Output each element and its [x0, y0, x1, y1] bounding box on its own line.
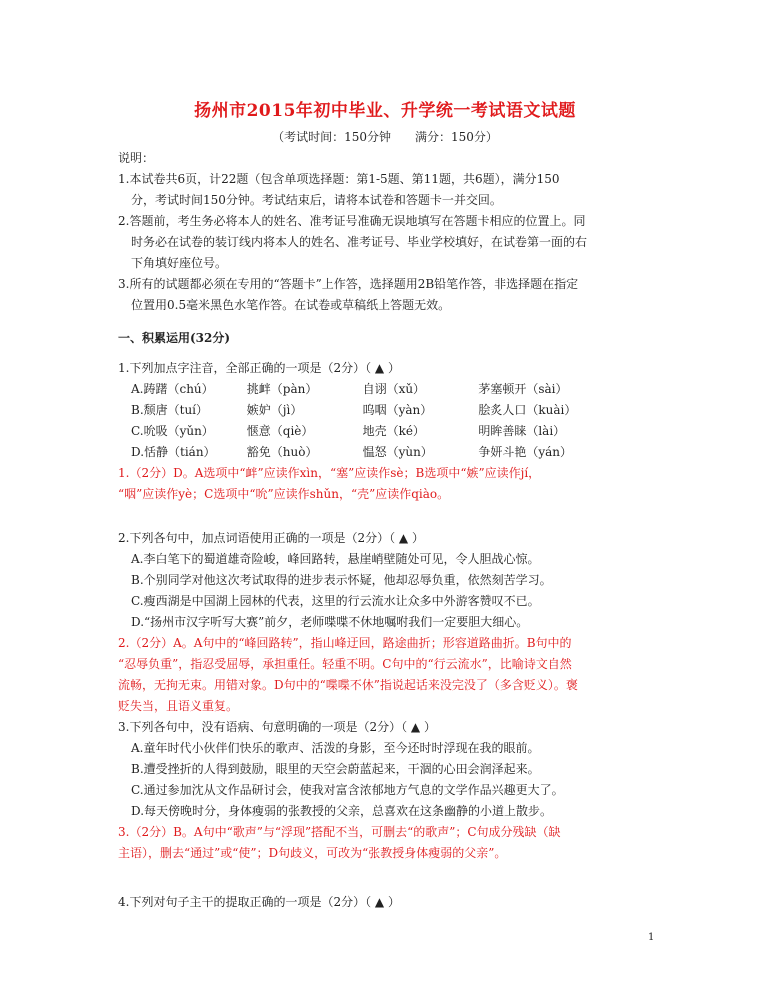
answer-line: “咽”应读作yè；C选项中“吮”应读作shǔn，“壳”应读作qiào。 — [118, 487, 450, 501]
option-line: A.李白笔下的蜀道雄奇险峻，峰回路转，悬崖峭壁随处可见，令人胆战心惊。 — [131, 552, 540, 566]
question-4 — [118, 892, 658, 913]
option-line: B.个别同学对他这次考试取得的进步表示怀疑，他却忍辱负重，依然刻苦学习。 — [131, 573, 552, 587]
option-cell: 惬意（qiè） — [246, 424, 314, 438]
instructions — [118, 148, 658, 316]
question-stem: 3.下列各句中，没有语病、句意明确的一项是（2分）（ ▲ ） — [118, 720, 436, 734]
option-line: C.瘦西湖是中国湖上园林的代表，这里的行云流水让众多中外游客赞叹不已。 — [131, 594, 540, 608]
answer-line: 主语），删去“通过”或“使”；D句歧义，可改为“张教授身体瘦弱的父亲”。 — [118, 846, 507, 860]
option-line: A.童年时代小伙伴们快乐的歌声、活泼的身影，至今还时时浮现在我的眼前。 — [131, 741, 540, 755]
option-cell: 地壳（ké） — [362, 424, 425, 438]
exam-info: （考试时间：150分钟 满分：150分） — [272, 130, 498, 144]
page-title: 扬州市2015年初中毕业、升学统一考试语文试题 — [194, 101, 576, 121]
option-cell: B.颓唐（tuí） — [131, 403, 209, 417]
option-row — [118, 400, 658, 421]
option-cell: 争妍斗艳（yán） — [478, 445, 573, 459]
option-line: B.遭受挫折的人得到鼓励，眼里的天空会蔚蓝起来，干涸的心田会润泽起来。 — [131, 762, 540, 776]
instruction-line: 2.答题前，考生务必将本人的姓名、准考证号准确无误地填写在答题卡相应的位置上。同 — [118, 214, 586, 228]
question-3 — [118, 717, 658, 864]
instruction-line: 时务必在试卷的装订线内将本人的姓名、准考证号、毕业学校填好，在试卷第一面的右 — [131, 235, 588, 249]
option-line: D.“扬州市汉字听写大赛”前夕，老师喋喋不休地嘱咐我们一定要胆大细心。 — [131, 615, 529, 629]
instruction-line: 3.所有的试题都必须在专用的“答题卡”上作答，选择题用2B铅笔作答，非选择题在指定 — [118, 277, 579, 291]
instruction-line: 分，考试时间150分钟。考试结束后，请将本试卷和答题卡一并交回。 — [131, 193, 502, 207]
option-row — [118, 442, 658, 463]
question-2 — [118, 528, 658, 717]
answer-line: 2.（2分）A。A句中的“峰回路转”，指山峰迂回，路途曲折；形容道路曲折。B句中的 — [118, 636, 572, 650]
option-cell: D.恬静（tián） — [131, 445, 216, 459]
option-row — [118, 379, 658, 400]
question-stem: 4.下列对句子主干的提取正确的一项是（2分）（ ▲ ） — [118, 895, 400, 909]
answer-line: “忍辱负重”，指忍受屈辱，承担重任。轻重不明。C句中的“行云流水”，比喻诗文自然 — [118, 657, 572, 671]
answer-line: 贬失当，且语义重复。 — [118, 699, 239, 713]
option-cell: 豁免（huò） — [246, 445, 318, 459]
option-row — [118, 421, 658, 442]
instruction-line: 下角填好座位号。 — [131, 256, 228, 270]
question-1 — [118, 358, 658, 505]
option-cell: A.踌躇（chú） — [131, 382, 214, 396]
option-cell: 自诩（xǔ） — [362, 382, 426, 396]
answer-line: 1.（2分）D。A选项中“衅”应读作xìn，“塞”应读作sè；B选项中“嫉”应读作jí， — [118, 466, 541, 480]
option-line: D.每天傍晚时分，身体瘦弱的张教授的父亲，总喜欢在这条幽静的小道上散步。 — [131, 804, 553, 818]
instructions-heading: 说明： — [118, 151, 155, 165]
section-heading: 一、积累运用(32分) — [118, 331, 231, 345]
option-cell: 呜咽（yàn） — [362, 403, 433, 417]
option-cell: 挑衅（pàn） — [246, 382, 318, 396]
question-stem: 2.下列各句中，加点词语使用正确的一项是（2分）（ ▲ ） — [118, 531, 424, 545]
option-cell: 明眸善睐（lài） — [478, 424, 566, 438]
answer-line: 流畅，无拘无束。用错对象。D句中的“喋喋不休”指说起话来没完没了（多含贬义）。褒 — [118, 678, 578, 692]
page-number: 1 — [648, 932, 655, 943]
option-cell: 嫉妒（jì） — [246, 403, 303, 417]
instruction-line: 位置用0.5毫米黑色水笔作答。在试卷或草稿纸上答题无效。 — [131, 298, 451, 312]
option-cell: 脍炙人口（kuài） — [478, 403, 577, 417]
option-cell: C.吮吸（yǔn） — [131, 424, 214, 438]
instruction-line: 1.本试卷共6页，计22题（包含单项选择题：第1-5题、第11题，共6题），满分150 — [118, 172, 560, 186]
option-line: C.通过参加沈从文作品研讨会，使我对富含浓郁地方气息的文学作品兴趣更大了。 — [131, 783, 564, 797]
option-cell: 愠怒（yùn） — [362, 445, 433, 459]
option-cell: 茅塞顿开（sài） — [478, 382, 568, 396]
question-stem: 1.下列加点字注音，全部正确的一项是（2分）（ ▲ ） — [118, 361, 400, 375]
answer-line: 3.（2分）B。A句中“歌声”与“浮现”搭配不当，可删去“的歌声”；C句成分残缺（缺 — [118, 825, 561, 839]
